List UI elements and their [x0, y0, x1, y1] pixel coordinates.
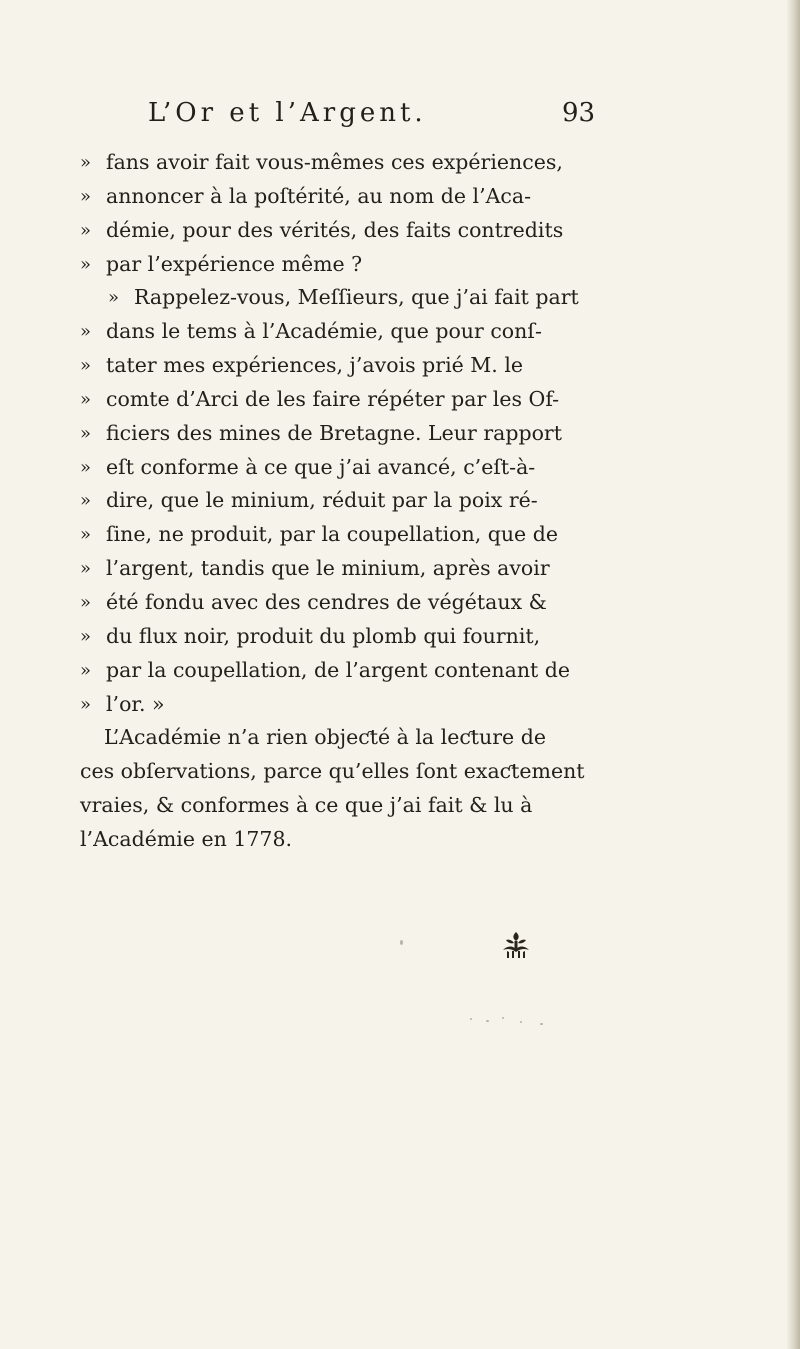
line-text: vraies, & conformes à ce que j’ai fait & lu à — [80, 793, 533, 818]
quote-mark: » — [80, 524, 92, 546]
page-header — [0, 98, 800, 138]
text-line — [80, 180, 720, 214]
quote-mark: » — [80, 693, 92, 715]
line-text: l’or. » — [106, 691, 165, 716]
paper-speck — [400, 940, 403, 945]
page-number: 93 — [562, 98, 596, 128]
text-line — [80, 349, 720, 383]
text-line — [80, 315, 720, 349]
quote-mark: » — [80, 321, 92, 343]
paper-speck — [540, 1023, 543, 1025]
line-text: l’Académie en 1778. — [80, 826, 293, 851]
text-line — [80, 721, 720, 755]
page-edge — [786, 0, 800, 1349]
line-text: Rappelez-vous, Meſſieurs, que j’ai fait part — [134, 285, 579, 310]
text-line — [80, 586, 720, 620]
quote-mark: » — [80, 659, 92, 681]
quote-mark: » — [80, 388, 92, 410]
line-text: L’Académie n’a rien objeƈté à la leƈture de — [104, 725, 546, 750]
line-text: eſt conforme à ce que j’ai avancé, c’eſt-à- — [106, 454, 536, 479]
line-text: dire, que le minium, réduit par la poix ré- — [106, 488, 538, 513]
line-text: comte d’Arci de les faire répéter par les Of- — [106, 386, 560, 411]
text-line — [80, 823, 720, 857]
quote-mark: » — [80, 625, 92, 647]
line-text: annoncer à la poſtérité, au nom de l’Aca- — [106, 183, 532, 208]
text-line — [80, 417, 720, 451]
running-title: L’Or et l’Argent. — [148, 98, 427, 128]
line-text: ficiers des mines de Bretagne. Leur rapport — [106, 420, 562, 445]
quote-mark: » — [80, 456, 92, 478]
paper-speck — [470, 1018, 472, 1020]
text-line — [80, 620, 720, 654]
line-text: du flux noir, produit du plomb qui fournit, — [106, 623, 541, 648]
quote-mark: » — [80, 355, 92, 377]
text-line — [80, 654, 720, 688]
text-line — [80, 248, 720, 282]
text-line — [80, 789, 720, 823]
line-text: ſine, ne produit, par la coupellation, que de — [106, 522, 558, 547]
quote-mark: » — [80, 185, 92, 207]
text-line — [80, 451, 720, 485]
line-text: démie, pour des vérités, des faits contredits — [106, 217, 564, 242]
fleuron-ornament-icon — [500, 930, 532, 960]
line-text: ces obſervations, parce qu’elles ſont exaƈtement — [80, 759, 585, 784]
text-line — [80, 383, 720, 417]
line-text: dans le tems à l’Académie, que pour conſ- — [106, 319, 542, 344]
line-text: tater mes expériences, j’avois prié M. le — [106, 353, 524, 378]
line-text: par l’expérience même ? — [106, 251, 363, 276]
text-line — [80, 484, 720, 518]
line-text: fans avoir fait vous-mêmes ces expériences, — [106, 150, 563, 174]
quote-mark: » — [80, 558, 92, 580]
line-text: l’argent, tandis que le minium, après avoir — [106, 556, 550, 581]
quote-mark: » — [80, 422, 92, 444]
paper-speck — [502, 1017, 504, 1019]
paper-speck — [486, 1020, 489, 1022]
text-line — [80, 214, 720, 248]
body-text — [80, 146, 720, 857]
text-line — [80, 755, 720, 789]
quote-mark: » — [80, 152, 92, 173]
text-line — [80, 518, 720, 552]
quote-mark: » — [108, 287, 120, 309]
quote-mark: » — [80, 253, 92, 275]
quote-mark: » — [80, 490, 92, 512]
text-line — [80, 146, 720, 180]
line-text: par la coupellation, de l’argent contenant de — [106, 657, 571, 682]
text-line — [80, 688, 720, 722]
paper-speck — [520, 1021, 522, 1023]
quote-mark: » — [80, 591, 92, 613]
text-line — [80, 552, 720, 586]
quote-mark: » — [80, 219, 92, 241]
line-text: été fondu avec des cendres de végétaux & — [106, 589, 547, 614]
text-line — [80, 281, 720, 315]
